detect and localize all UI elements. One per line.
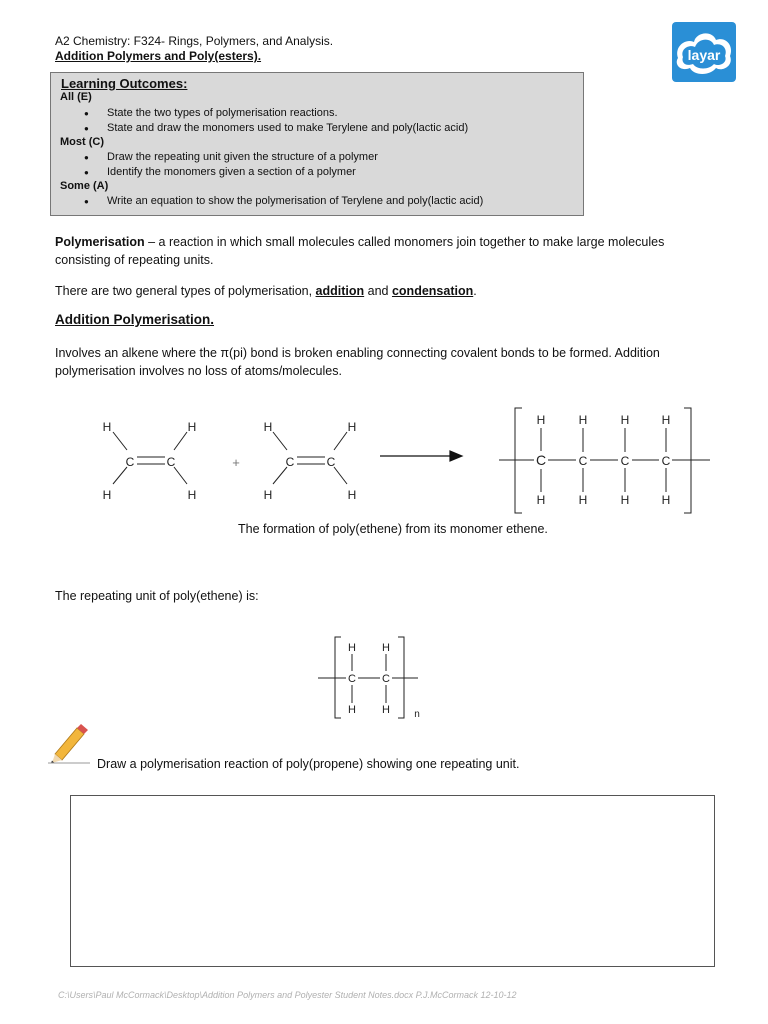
svg-text:C: C [535,452,547,468]
file-path-footer: C:\Users\Paul McCormack\Desktop\Addition Polymers and Polyester Student Notes.docx P.J.McCormack 12-10-12 [58,990,517,1000]
svg-text:H: H [578,413,588,427]
svg-text:C: C [661,454,671,468]
reaction-arrow [380,451,462,461]
course-title: A2 Chemistry: F324- Rings, Polymers, and Analysis. [55,34,334,48]
svg-text:H: H [187,488,197,502]
svg-text:C: C [382,673,390,685]
svg-text:H: H [263,420,273,434]
polymerisation-types: There are two general types of polymerisation, addition and condensation. [55,284,477,298]
ethene-monomer-2 [273,432,347,484]
layar-logo [672,22,736,82]
plus-sign: + [232,455,240,470]
subscript-n: n [414,709,420,720]
svg-text:C: C [620,454,630,468]
svg-text:H: H [347,420,357,434]
level-some-label: Some (A) [60,180,109,192]
outcome-item: ● Identify the monomers given a section of a polymer [86,166,356,178]
polymerisation-definition [55,233,715,269]
svg-text:H: H [348,642,356,654]
outcome-item: ● State and draw the monomers used to make Terylene and poly(lactic acid) [86,122,468,134]
ethene-polymerisation-diagram [0,395,768,525]
svg-text:H: H [661,413,671,427]
repeating-unit-text: The repeating unit of poly(ethene) is: [55,589,259,603]
svg-text:H: H [348,704,356,716]
answer-box[interactable] [70,795,715,967]
svg-text:C: C [125,455,135,469]
svg-text:H: H [263,488,273,502]
svg-text:H: H [187,420,197,434]
svg-text:C: C [285,455,295,469]
svg-text:C: C [326,455,336,469]
outcome-item: ● State the two types of polymerisation reactions. [86,107,338,119]
svg-text:C: C [578,454,588,468]
svg-text:H: H [382,704,390,716]
definition-term: Polymerisation [55,235,145,249]
svg-text:H: H [102,420,112,434]
svg-text:H: H [661,493,671,507]
svg-text:H: H [347,488,357,502]
svg-text:H: H [536,413,546,427]
pencil-icon [46,722,92,764]
svg-text:C: C [166,455,176,469]
svg-text:H: H [620,413,630,427]
ethene-monomer-1 [113,432,187,484]
type-condensation: condensation [391,284,474,298]
type-addition: addition [315,284,365,298]
learning-outcomes-box [50,72,584,216]
svg-text:layar: layar [687,47,721,63]
task-instruction: Draw a polymerisation reaction of poly(propene) showing one repeating unit. [97,757,520,771]
addition-description: Involves an alkene where the π(pi) bond is broken enabling connecting covalent bonds to be formed. Addition polymerisation involves no loss of atoms/molecules. [55,346,660,378]
svg-text:H: H [620,493,630,507]
repeating-unit-diagram [300,628,440,728]
svg-text:H: H [102,488,112,502]
topic-title: Addition Polymers and Poly(esters). [55,49,262,63]
outcome-item: ● Write an equation to show the polymerisation of Terylene and poly(lactic acid) [86,195,483,207]
svg-text:H: H [382,642,390,654]
addition-polymerisation-heading: Addition Polymerisation. [55,312,215,327]
learning-outcomes-title: Learning Outcomes: [61,76,188,91]
svg-text:H: H [578,493,588,507]
definition-text: – a reaction in which small molecules called monomers join together to make large molecules consisting of repeating units. [55,235,665,267]
svg-text:H: H [536,493,546,507]
level-all-label: All (E) [60,91,92,103]
outcome-item: ● Draw the repeating unit given the structure of a polymer [86,151,378,163]
svg-text:C: C [348,673,356,685]
level-most-label: Most (C) [60,136,104,148]
formation-caption: The formation of poly(ethene) from its monomer ethene. [238,522,548,536]
poly-ethene-chain [499,408,710,513]
